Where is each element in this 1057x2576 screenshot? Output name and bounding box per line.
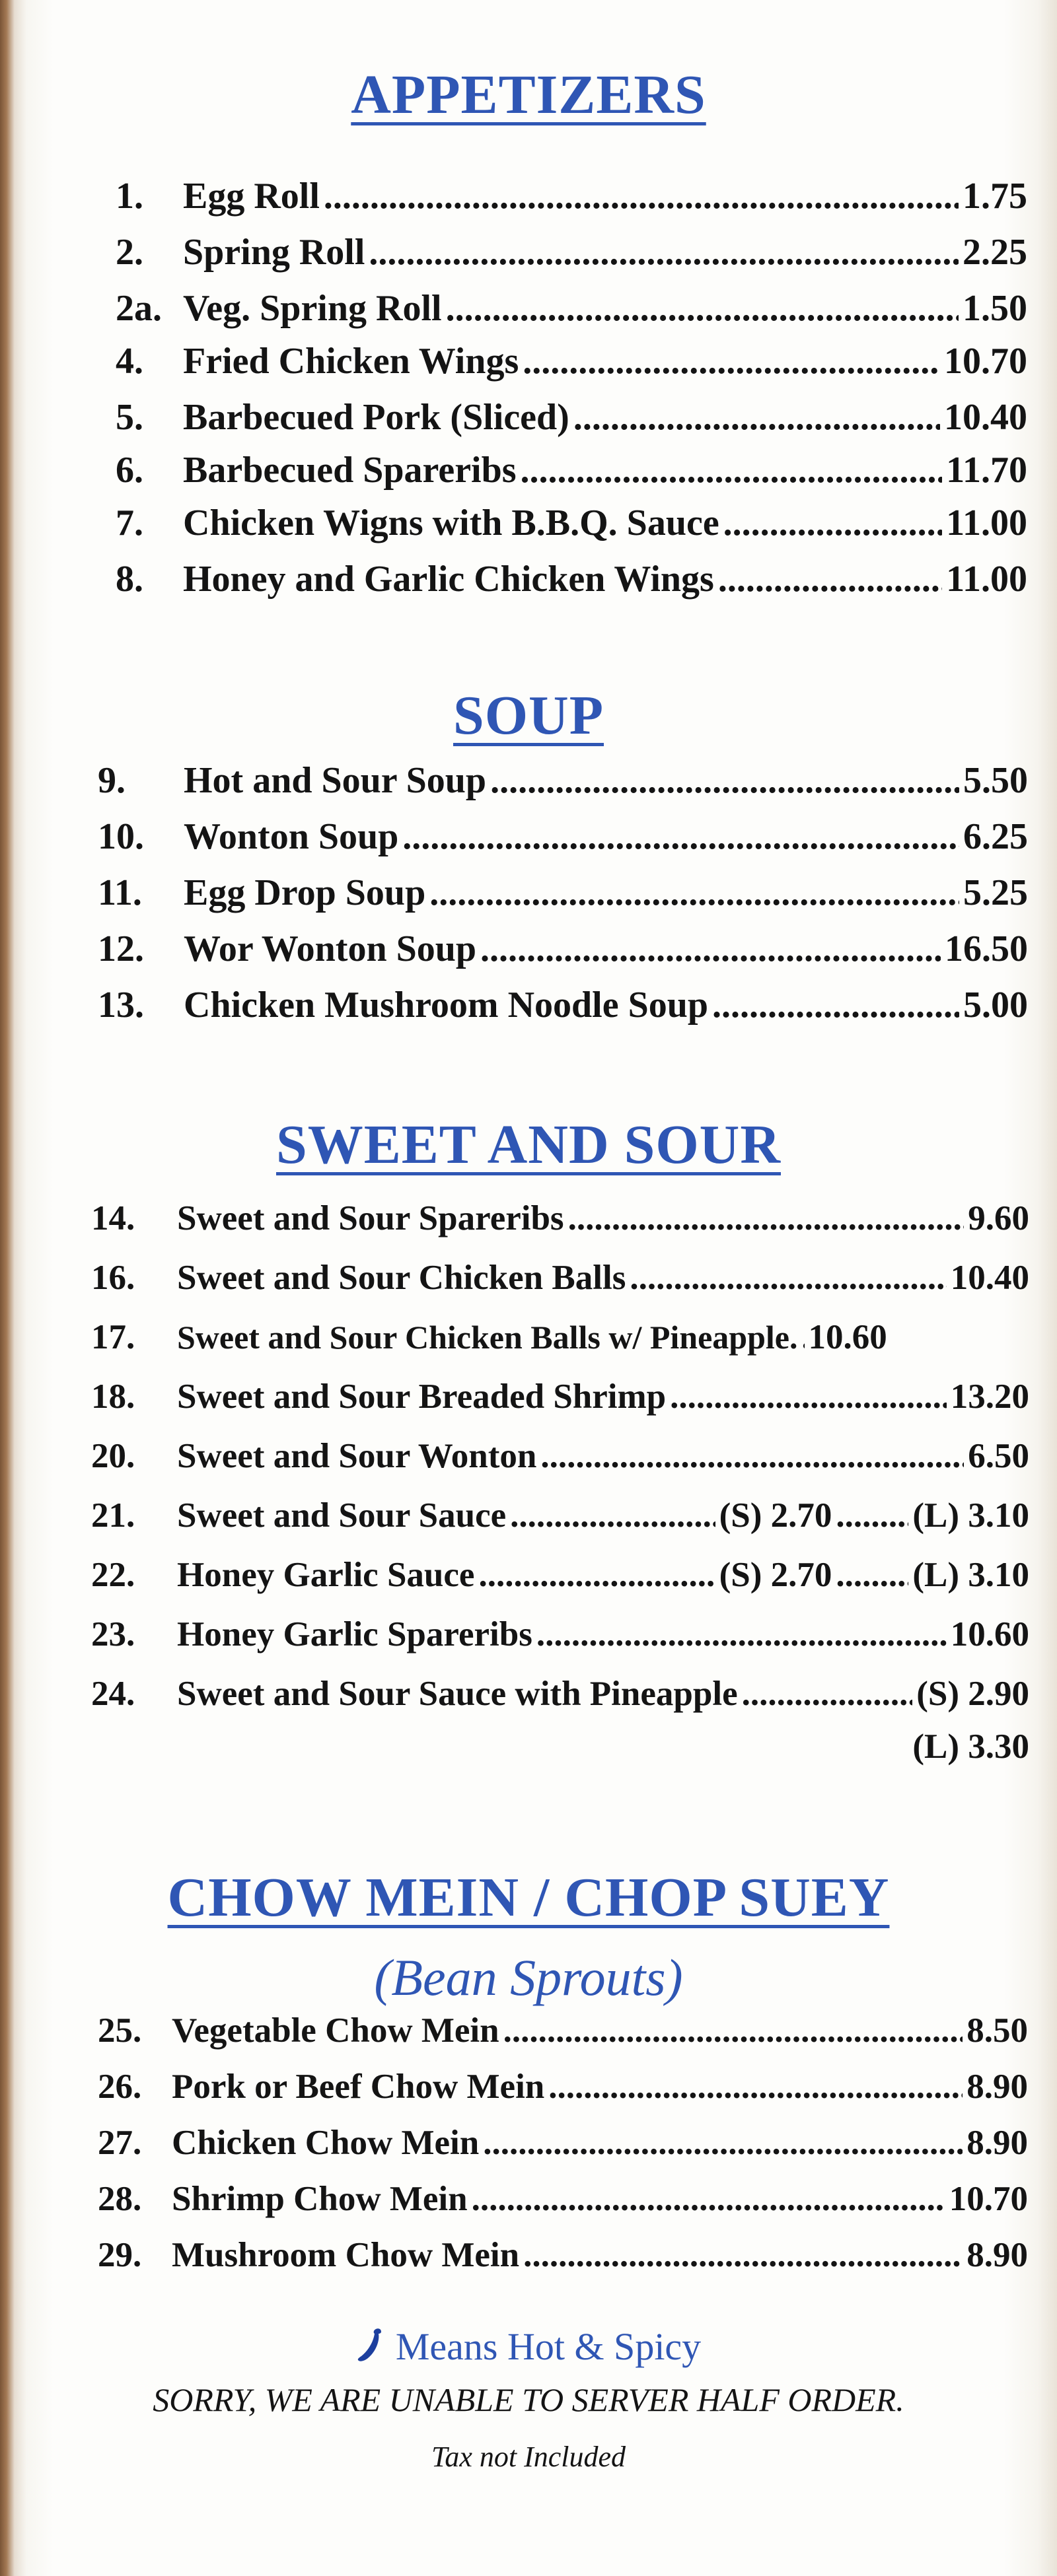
leader-dots [523, 2235, 963, 2275]
leader-dots [573, 396, 940, 438]
menu-item [98, 984, 1028, 1037]
item-name: Sweet and Sour Breaded Shrimp [177, 1377, 667, 1416]
item-price-small: (S) 2.70 [719, 1556, 832, 1594]
item-price: 10.70 [944, 341, 1027, 382]
item-price: 8.90 [966, 2124, 1028, 2162]
half-order-notice: SORRY, WE ARE UNABLE TO SERVER HALF ORDER. [153, 2381, 904, 2418]
item-price-large: (L) 3.30 [912, 1727, 1029, 1766]
leader-dots [540, 1436, 964, 1476]
item-number: 17. [91, 1318, 135, 1356]
hot-spicy-label: Means Hot & Spicy [395, 2325, 702, 2368]
leader-dots [402, 816, 959, 858]
item-name: Chicken Mushroom Noodle Soup [184, 985, 709, 1026]
item-name: Spring Roll [183, 232, 365, 273]
item-number: 22. [91, 1556, 135, 1594]
section-title-chow-mein: CHOW MEIN / CHOP SUEY [167, 1867, 890, 1928]
leader-dots [523, 340, 940, 382]
menu-item [98, 759, 1028, 812]
item-price: 8.90 [966, 2236, 1028, 2274]
menu-item [116, 396, 1027, 449]
item-price: 8.90 [966, 2068, 1028, 2106]
leader-dots [429, 872, 959, 914]
menu-item [91, 1317, 1029, 1370]
menu-item [98, 872, 1028, 924]
leader-dots [478, 1555, 715, 1595]
item-number: 5. [116, 397, 143, 438]
item-price: 8.50 [966, 2011, 1028, 2050]
item-number: 21. [91, 1496, 135, 1535]
item-price: 5.00 [963, 985, 1028, 1026]
item-name: Pork or Beef Chow Mein [172, 2068, 545, 2106]
item-price: 10.40 [950, 1259, 1029, 1297]
item-name: Sweet and Sour Wonton [177, 1437, 537, 1475]
leader-dots [503, 2011, 963, 2050]
item-number: 11. [98, 872, 142, 913]
section-title-sweet-and-sour: SWEET AND SOUR [275, 1114, 781, 1175]
item-name: Veg. Spring Roll [183, 288, 442, 329]
menu-item [116, 231, 1027, 284]
item-name: Shrimp Chow Mein [172, 2180, 468, 2218]
item-number: 7. [116, 503, 143, 543]
leader-dots [510, 1496, 715, 1535]
menu-item [116, 502, 1027, 555]
item-number: 28. [98, 2180, 142, 2218]
leader-dots [712, 984, 959, 1026]
item-price: 10.60 [950, 1615, 1029, 1654]
item-number: 12. [98, 928, 144, 969]
item-price: 10.70 [949, 2180, 1028, 2218]
item-name: Sweet and Sour Spareribs [177, 1199, 564, 1237]
item-number: 18. [91, 1377, 135, 1416]
item-price: 9.60 [968, 1199, 1029, 1237]
item-number: 25. [98, 2011, 142, 2050]
item-number: 20. [91, 1437, 135, 1475]
item-price: 1.50 [963, 288, 1027, 329]
leader-dots [802, 1317, 805, 1357]
item-price: 5.25 [963, 872, 1028, 913]
menu-item [91, 1436, 1029, 1489]
item-name: Honey Garlic Sauce [177, 1556, 475, 1594]
item-name: Fried Chicken Wings [183, 341, 519, 382]
menu-item [91, 1555, 1029, 1608]
menu-item [98, 928, 1028, 981]
item-price: 10.40 [944, 397, 1027, 438]
item-name: Barbecued Spareribs [183, 450, 517, 491]
leader-dots [480, 928, 941, 970]
leader-dots [483, 2123, 963, 2163]
item-name: Wor Wonton Soup [184, 928, 477, 969]
leader-dots [324, 175, 959, 217]
menu-item [91, 1258, 1029, 1311]
section-title-soup: SOUP [453, 685, 604, 746]
menu-item [91, 1199, 1029, 1251]
leader-dots [369, 231, 959, 273]
item-number: 9. [98, 760, 126, 801]
item-number: 26. [98, 2068, 142, 2106]
item-name: Barbecued Pork (Sliced) [183, 397, 569, 438]
item-name: Sweet and Sour Chicken Balls [177, 1259, 626, 1297]
menu-item [116, 287, 1027, 340]
leader-dots [836, 1555, 908, 1595]
leader-dots [723, 502, 942, 544]
leader-dots [718, 558, 942, 600]
section-subtitle-bean-sprouts: (Bean Sprouts) [374, 1949, 683, 2006]
item-number: 27. [98, 2124, 142, 2162]
menu-item [98, 2011, 1028, 2064]
item-number: 6. [116, 450, 143, 491]
leader-dots [446, 287, 959, 330]
leader-dots [521, 449, 943, 491]
item-name: Wonton Soup [184, 816, 399, 857]
item-name: Egg Roll [183, 176, 320, 217]
item-number: 24. [91, 1675, 135, 1713]
menu-item [116, 340, 1027, 393]
item-name: Chicken Wigns with B.B.Q. Sauce [183, 503, 719, 543]
menu-item [98, 816, 1028, 868]
menu-item [91, 1496, 1029, 1549]
item-price: (L) 3.10 [912, 1496, 1029, 1535]
item-name: Egg Drop Soup [184, 872, 426, 913]
item-price: 2.25 [963, 232, 1027, 273]
menu-item [116, 449, 1027, 502]
menu-item [116, 175, 1027, 228]
menu-item [98, 2067, 1028, 2120]
item-number: 8. [116, 559, 143, 600]
item-price: 6.25 [963, 816, 1028, 857]
item-name: Honey Garlic Spareribs [177, 1615, 532, 1654]
item-number: 4. [116, 341, 143, 382]
item-price: (L) 3.10 [912, 1556, 1029, 1594]
leader-dots [490, 759, 959, 802]
item-price: 11.00 [946, 503, 1027, 543]
item-name: Mushroom Chow Mein [172, 2236, 520, 2274]
item-number: 2. [116, 232, 143, 273]
menu-item [98, 2235, 1028, 2288]
leader-dots [472, 2179, 945, 2219]
tax-notice: Tax not Included [431, 2441, 626, 2473]
item-number: 2a. [116, 288, 162, 329]
menu-item [91, 1615, 1029, 1667]
item-price: 1.75 [963, 176, 1027, 217]
leader-dots [742, 1674, 913, 1714]
leader-dots [548, 2067, 963, 2106]
item-price-small: (S) 2.70 [719, 1496, 832, 1535]
item-number: 23. [91, 1615, 135, 1654]
item-price: 10.60 [808, 1318, 887, 1356]
leader-dots [670, 1377, 947, 1416]
item-number: 10. [98, 816, 144, 857]
chili-pepper-icon [356, 2326, 386, 2363]
item-number: 16. [91, 1259, 135, 1297]
item-price: 13.20 [950, 1377, 1029, 1416]
menu-item [116, 558, 1027, 611]
menu-item [98, 2123, 1028, 2176]
leader-dots [568, 1199, 965, 1238]
item-price: (S) 2.90 [916, 1675, 1029, 1713]
item-name: Sweet and Sour Sauce with Pineapple [177, 1675, 738, 1713]
menu-item [91, 1377, 1029, 1430]
hot-spicy-legend [0, 2324, 1057, 2369]
section-title-appetizers: APPETIZERS [351, 64, 706, 125]
item-name: Sweet and Sour Chicken Balls w/ Pineapple. [177, 1319, 798, 1356]
leader-dots [536, 1615, 947, 1654]
item-price: 6.50 [968, 1437, 1029, 1475]
item-number: 14. [91, 1199, 135, 1237]
item-number: 1. [116, 176, 143, 217]
item-name: Honey and Garlic Chicken Wings [183, 559, 714, 600]
item-name: Hot and Sour Soup [184, 760, 487, 801]
leader-dots [630, 1258, 946, 1298]
item-number: 13. [98, 985, 144, 1026]
item-name: Chicken Chow Mein [172, 2124, 480, 2162]
item-name: Sweet and Sour Sauce [177, 1496, 507, 1535]
item-number: 29. [98, 2236, 142, 2274]
item-name: Vegetable Chow Mein [172, 2011, 499, 2050]
item-price: 11.00 [946, 559, 1027, 600]
menu-item [91, 1674, 1029, 1727]
leader-dots [836, 1496, 908, 1535]
item-price: 16.50 [945, 928, 1028, 969]
menu-item [98, 2179, 1028, 2232]
item-price: 11.70 [946, 450, 1027, 491]
item-price: 5.50 [963, 760, 1028, 801]
